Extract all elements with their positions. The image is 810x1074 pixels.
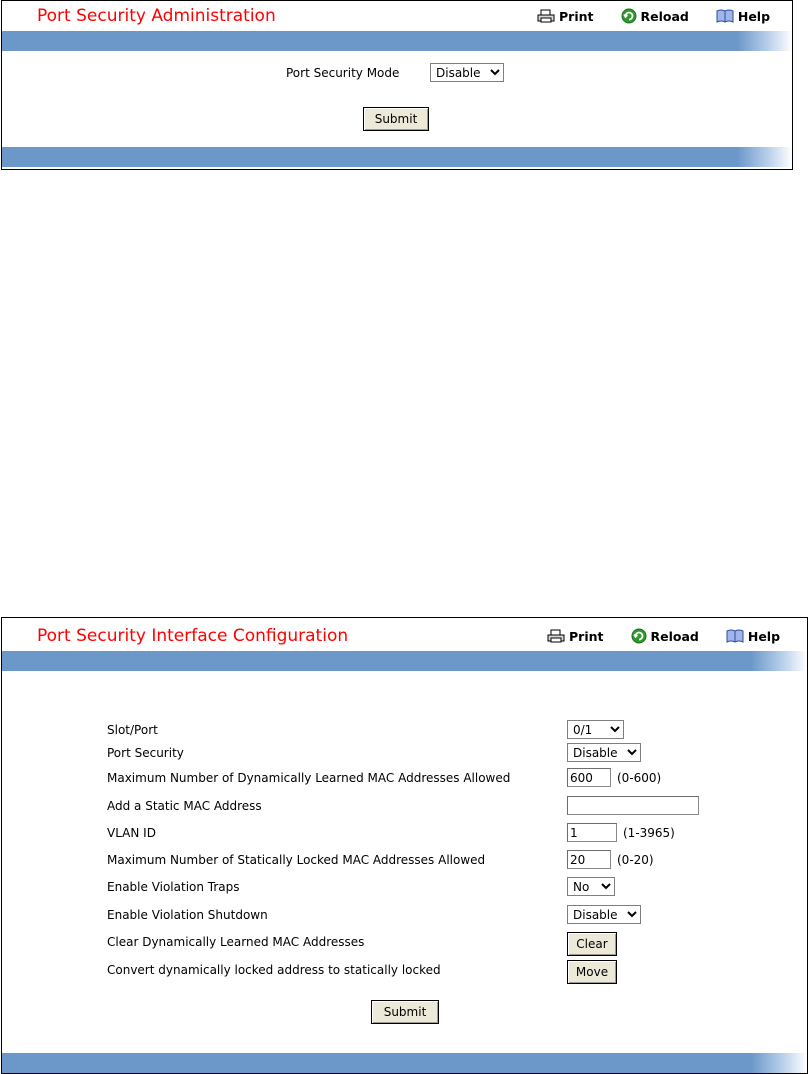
static-mac-label: Add a Static MAC Address — [107, 799, 262, 813]
port-security-select[interactable] — [567, 743, 641, 762]
max-static-input[interactable] — [567, 850, 611, 869]
page-title: Port Security Interface Configuration — [37, 626, 349, 646]
violation-shutdown-label: Enable Violation Shutdown — [107, 908, 268, 922]
header-band — [2, 31, 792, 51]
move-button[interactable]: Move — [567, 960, 617, 984]
vlan-id-input[interactable] — [567, 823, 617, 842]
violation-shutdown-row — [107, 905, 797, 927]
vlan-id-range: (1-3965) — [623, 825, 675, 840]
admin-form — [2, 51, 792, 147]
max-static-label: Maximum Number of Statically Locked MAC Addresses Allowed — [107, 853, 486, 867]
help-label: Help — [747, 628, 781, 644]
port-security-admin-panel — [1, 0, 793, 170]
max-dynamic-range: (0-600) — [617, 770, 662, 785]
iface-submit-button[interactable]: Submit — [371, 1000, 439, 1024]
clear-button[interactable]: Clear — [567, 932, 617, 956]
print-button[interactable] — [547, 628, 604, 644]
clear-dynamic-label: Clear Dynamically Learned MAC Addresses — [107, 935, 365, 949]
reload-label: Reload — [640, 8, 689, 24]
reload-button[interactable] — [631, 628, 699, 644]
max-dynamic-row — [107, 768, 797, 790]
footer-band — [2, 147, 792, 167]
reload-icon — [621, 8, 637, 24]
convert-dynamic-row — [107, 960, 797, 982]
print-label: Print — [559, 8, 594, 24]
print-label: Print — [569, 628, 604, 644]
violation-shutdown-select[interactable] — [567, 905, 641, 924]
port-security-interface-panel — [1, 617, 808, 1074]
printer-icon — [537, 9, 555, 23]
toolbar — [537, 8, 797, 24]
admin-title-bar — [2, 1, 792, 31]
slot-port-select[interactable] — [567, 720, 624, 739]
port-security-label: Port Security — [107, 746, 184, 760]
print-button[interactable] — [537, 8, 594, 24]
iface-title-bar — [2, 618, 807, 651]
footer-band — [2, 1053, 807, 1073]
help-button[interactable] — [726, 628, 780, 644]
max-static-range: (0-20) — [617, 852, 654, 867]
admin-submit-button[interactable]: Submit — [363, 107, 429, 131]
violation-traps-label: Enable Violation Traps — [107, 880, 240, 894]
max-static-row — [107, 850, 797, 872]
header-band — [2, 651, 807, 671]
vlan-id-row — [107, 823, 797, 845]
port-security-mode-label: Port Security Mode — [286, 66, 400, 80]
convert-dynamic-label: Convert dynamically locked address to statically locked — [107, 963, 441, 977]
port-security-mode-select[interactable] — [430, 63, 504, 82]
printer-icon — [547, 629, 565, 643]
reload-label: Reload — [650, 628, 699, 644]
help-book-icon — [716, 9, 734, 23]
help-book-icon — [726, 629, 744, 643]
static-mac-input[interactable] — [567, 796, 699, 815]
vlan-id-label: VLAN ID — [107, 826, 156, 840]
slot-port-row — [107, 720, 797, 742]
static-mac-row — [107, 796, 797, 818]
help-label: Help — [737, 8, 771, 24]
max-dynamic-input[interactable] — [567, 768, 611, 787]
violation-traps-select[interactable] — [567, 877, 615, 896]
port-security-row — [107, 743, 797, 765]
slot-port-label: Slot/Port — [107, 723, 158, 737]
reload-button[interactable] — [621, 8, 689, 24]
page-title: Port Security Administration — [37, 6, 276, 26]
reload-icon — [631, 628, 647, 644]
clear-dynamic-row — [107, 932, 797, 954]
toolbar — [547, 628, 807, 644]
iface-form — [2, 671, 807, 1053]
help-button[interactable] — [716, 8, 770, 24]
max-dynamic-label: Maximum Number of Dynamically Learned MAC Addresses Allowed — [107, 771, 511, 785]
violation-traps-row — [107, 877, 797, 899]
